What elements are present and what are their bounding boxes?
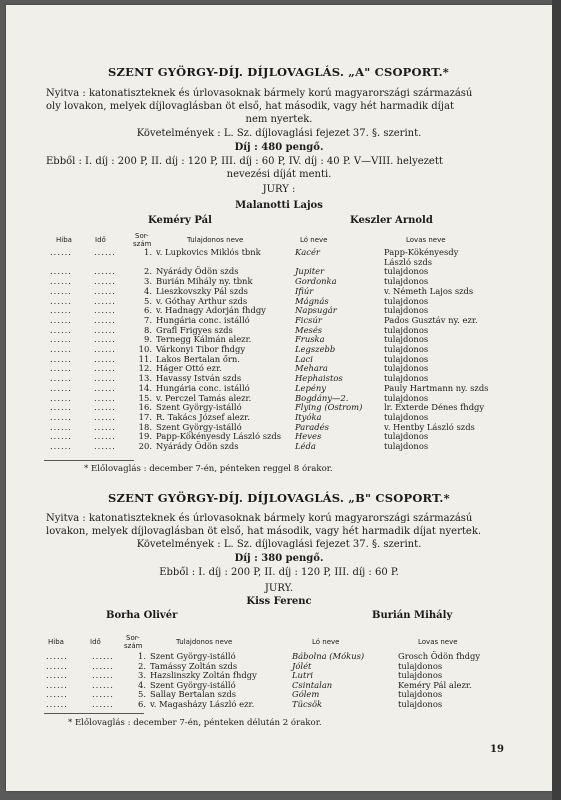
ido-cell: ...... <box>94 314 116 325</box>
rider-cell: tulajdonos <box>398 699 443 709</box>
table-row <box>6 422 552 432</box>
number-cell: 6. <box>144 305 152 316</box>
horse-cell: Heves <box>295 431 322 442</box>
hiba-cell: ...... <box>50 421 72 432</box>
owner-cell: Nyárády Ödön szds <box>156 441 239 451</box>
section-b-footnote-rule <box>44 713 144 714</box>
horse-cell: Ficsúr <box>295 314 322 325</box>
table-row <box>6 305 552 315</box>
horse-cell: Gordonka <box>295 276 337 287</box>
number-cell: 14. <box>138 382 152 393</box>
owner-cell: Szent György-istálló <box>156 402 242 413</box>
number-cell: 19. <box>138 431 152 442</box>
table-row <box>6 276 552 286</box>
hiba-cell: ...... <box>50 295 72 306</box>
col-header-lo-b: Ló neve <box>312 638 340 646</box>
table-row <box>6 257 552 267</box>
number-cell: 10. <box>138 344 152 354</box>
hiba-cell: ...... <box>46 699 68 709</box>
rider-cell: v. Hentby László szds <box>384 421 475 432</box>
section-a-title: SZENT GYÖRGY-DÍJ. DÍJLOVAGLÁS. „A" CSOPORT.* <box>108 65 449 79</box>
section-a-nyitva-line1: Nyitva : katonatiszteknek és úrlovasoknak bármely korú magyarországi származású <box>46 88 473 99</box>
number-cell: 11. <box>138 353 152 364</box>
table-row <box>6 689 552 699</box>
horse-cell: Mágnás <box>295 295 329 306</box>
rider-cell: Keméry Pál alezr. <box>398 679 472 690</box>
col-header-hiba-b: Hiba <box>48 638 64 646</box>
hiba-cell: ...... <box>50 324 72 335</box>
horse-cell: Kacér <box>295 247 320 257</box>
table-row <box>6 373 552 383</box>
rider-cell: Pauly Hartmann ny. szds <box>384 382 489 393</box>
rider-cell: tulajdonos <box>398 689 443 700</box>
hiba-cell: ...... <box>50 285 72 296</box>
ido-cell: ...... <box>94 411 116 422</box>
rider-cell: tulajdonos <box>384 344 429 354</box>
rider-cell: tulajdonos <box>384 392 429 403</box>
owner-cell: Nyárády Ödön szds <box>156 266 239 277</box>
section-b-jury-center: Kiss Ferenc <box>246 596 312 607</box>
horse-cell: Napsugár <box>295 305 337 316</box>
section-a-nyitva-line2: oly lovakon, melyek díjlovaglásban öt első, hat második, vagy hét harmadik díjat <box>46 101 454 112</box>
col-header-sor-b: Sor- <box>126 634 140 642</box>
ido-cell: ...... <box>92 670 114 681</box>
horse-cell: Ifiúr <box>295 285 314 296</box>
section-b-jury-right: Burián Mihály <box>372 610 453 621</box>
ido-cell: ...... <box>94 392 116 403</box>
hiba-cell: ...... <box>50 363 72 374</box>
section-b-nyitva-line2: lovakon, melyek díjlovaglásban öt első, hat második, vagy hét harmadik díjat nyertek. <box>46 526 482 537</box>
section-b-footnote: * Előlovaglás : december 7-én, pénteken délután 2 órakor. <box>68 718 322 728</box>
number-cell: 18. <box>138 421 152 432</box>
section-b-ebbol: Ebből : I. díj : 200 P, II. díj : 120 P, III. díj : 60 P. <box>159 567 399 578</box>
table-row <box>6 325 552 335</box>
table-row <box>6 286 552 296</box>
rider-cell: tulajdonos <box>384 353 429 364</box>
table-row <box>6 266 552 276</box>
owner-cell: v. Hadnagy Adorján fhdgy <box>156 305 266 316</box>
col-header-lovas: Lovas neve <box>406 236 446 244</box>
number-cell: 4. <box>144 285 152 296</box>
number-cell: 20. <box>138 441 152 451</box>
hiba-cell: ...... <box>46 670 68 681</box>
section-a-ebbol-line1: Ebből : I. díj : 200 P, II. díj : 120 P, III. díj : 60 P, IV. díj : 40 P. V—VIII. helyezett <box>46 156 443 167</box>
horse-cell: Bogdány—2. <box>295 392 349 403</box>
col-header-tulajdonos: Tulajdonos neve <box>187 236 244 244</box>
number-cell: 1. <box>138 651 146 661</box>
number-cell: 9. <box>144 334 152 345</box>
ido-cell: ...... <box>94 344 116 354</box>
hiba-cell: ...... <box>50 382 72 393</box>
ido-cell: ...... <box>94 285 116 296</box>
hiba-cell: ...... <box>50 276 72 287</box>
horse-cell: Laci <box>295 353 313 364</box>
table-row <box>6 344 552 354</box>
rider-cell: tulajdonos <box>384 411 429 422</box>
col-header-szam: szám <box>133 240 152 248</box>
section-b-prize: Díj : 380 pengő. <box>234 553 324 564</box>
number-cell: 4. <box>138 679 146 690</box>
section-a-footnote-rule <box>44 460 134 461</box>
rider-cell: lr. Exterde Dénes fhdgy <box>384 402 485 413</box>
section-a-nyitva-line3: nem nyertek. <box>245 114 313 125</box>
hiba-cell: ...... <box>50 392 72 403</box>
hiba-cell: ...... <box>46 660 68 671</box>
col-header-ido-b: Idő <box>90 638 101 646</box>
horse-cell: Mesés <box>295 324 323 335</box>
section-a-jury-right: Keszler Arnold <box>350 215 433 226</box>
horse-cell: Gólem <box>292 689 320 700</box>
hiba-cell: ...... <box>50 373 72 384</box>
ido-cell: ...... <box>94 276 116 287</box>
table-row <box>6 661 552 671</box>
owner-cell: Szent György-istálló <box>150 651 236 661</box>
horse-cell: Lutri <box>292 670 314 681</box>
owner-cell: Ternegg Kálmán alezr. <box>156 334 252 345</box>
section-b-title: SZENT GYÖRGY-DÍJ. DÍJLOVAGLÁS. „B" CSOPORT.* <box>108 491 450 505</box>
table-row <box>6 354 552 364</box>
ido-cell: ...... <box>94 295 116 306</box>
owner-cell: Burián Mihály ny. tbnk <box>156 276 253 287</box>
col-header-tulajdonos-b: Tulajdonos neve <box>176 638 233 646</box>
number-cell: 17. <box>138 411 152 422</box>
horse-cell: Legszebb <box>295 344 336 354</box>
rider-cell: tulajdonos <box>384 363 429 374</box>
horse-cell: Jólét <box>292 660 312 671</box>
hiba-cell: ...... <box>50 344 72 354</box>
table-row <box>6 363 552 373</box>
ido-cell: ...... <box>94 382 116 393</box>
section-b-jury-left: Borha Olivér <box>106 610 178 621</box>
table-row <box>6 296 552 306</box>
hiba-cell: ...... <box>50 353 72 364</box>
number-cell: 3. <box>144 276 152 287</box>
hiba-cell: ...... <box>46 651 68 661</box>
section-a-ebbol-line2: nevezési díját menti. <box>226 169 332 180</box>
owner-cell: Hungária conc. istálló <box>156 382 250 393</box>
section-b-nyitva-line1: Nyitva : katonatiszteknek és úrlovasoknak bármely korú magyarországi származású <box>46 513 473 524</box>
page-number: 19 <box>490 744 504 755</box>
section-a-jury-label: JURY : <box>262 184 296 195</box>
owner-cell: Papp-Kökényesdy László szds <box>156 431 282 442</box>
rider-cell: tulajdonos <box>384 373 429 384</box>
hiba-cell: ...... <box>46 689 68 700</box>
rider-cell: tulajdonos <box>384 305 429 316</box>
number-cell: 8. <box>144 324 152 335</box>
ido-cell: ...... <box>94 402 116 413</box>
hiba-cell: ...... <box>50 441 72 451</box>
owner-cell: Lieszkovszky Pál szds <box>156 285 248 296</box>
ido-cell: ...... <box>92 679 114 690</box>
table-row <box>6 441 552 451</box>
ido-cell: ...... <box>94 324 116 335</box>
table-row <box>6 651 552 661</box>
hiba-cell: ...... <box>46 679 68 690</box>
number-cell: 2. <box>138 660 146 671</box>
owner-cell: Hungária conc. istálló <box>156 314 250 325</box>
owner-cell: Tamássy Zoltán szds <box>150 660 238 671</box>
number-cell: 7. <box>144 314 152 325</box>
hiba-cell: ...... <box>50 431 72 442</box>
horse-cell: Ityóka <box>295 411 322 422</box>
table-row <box>6 315 552 325</box>
ido-cell: ...... <box>94 247 116 257</box>
rider-cell: tulajdonos <box>384 295 429 306</box>
section-a-jury-center: Malanotti Lajos <box>235 200 323 211</box>
rider-cell: v. Németh Lajos szds <box>384 285 474 296</box>
col-header-lo: Ló neve <box>300 236 328 244</box>
rider-cell: tulajdonos <box>384 266 429 277</box>
rider-cell: tulajdonos <box>398 660 443 671</box>
col-header-hiba: Hiba <box>56 236 72 244</box>
number-cell: 16. <box>138 402 152 413</box>
horse-cell: Hephaistos <box>295 373 343 384</box>
owner-cell: R. Takács József alezr. <box>156 411 250 422</box>
table-row <box>6 412 552 422</box>
horse-cell: Fruska <box>295 334 325 345</box>
horse-cell: Bábolna (Mókus) <box>292 651 365 661</box>
number-cell: 2. <box>144 266 152 277</box>
horse-cell: Mehara <box>295 363 328 374</box>
rider-cell: tulajdonos <box>384 431 429 442</box>
number-cell: 6. <box>138 699 146 709</box>
owner-cell: v. Lupkovics Miklós tbnk <box>156 247 261 257</box>
hiba-cell: ...... <box>50 305 72 316</box>
ido-cell: ...... <box>92 660 114 671</box>
binding-edge <box>552 0 561 800</box>
col-header-szam-b: szám <box>124 642 143 650</box>
table-row <box>6 402 552 412</box>
owner-cell: Szent György-istálló <box>156 421 242 432</box>
owner-cell: Havassy István szds <box>156 373 242 384</box>
section-b-jury-label: JURY. <box>264 583 294 594</box>
section-a-jury-left: Keméry Pál <box>148 215 212 226</box>
horse-cell: Jupiter <box>295 266 325 277</box>
number-cell: 3. <box>138 670 146 681</box>
number-cell: 13. <box>138 373 152 384</box>
rider-cell: tulajdonos <box>398 670 443 681</box>
table-row <box>6 334 552 344</box>
owner-cell: Háger Ottó ezr. <box>156 363 222 374</box>
rider-cell: László szds <box>384 256 433 267</box>
hiba-cell: ...... <box>50 314 72 325</box>
section-a-kovetelmenyek: Követelmények : L. Sz. díjlovaglási fejezet 37. §. szerint. <box>136 128 422 139</box>
ido-cell: ...... <box>94 334 116 345</box>
ido-cell: ...... <box>94 353 116 364</box>
owner-cell: v. Perczel Tamás alezr. <box>156 392 252 403</box>
owner-cell: Hazslinszky Zoltán fhdgy <box>150 670 257 681</box>
horse-cell: Léda <box>295 441 316 451</box>
section-a-footnote: * Előlovaglás : december 7-én, pénteken reggel 8 órakor. <box>84 464 333 474</box>
section-b-kovetelmenyek: Követelmények : L. Sz. díjlovaglási fejezet 37. §. szerint. <box>136 539 422 550</box>
table-row <box>6 393 552 403</box>
table-row <box>6 247 552 257</box>
rider-cell: Pados Gusztáv ny. ezr. <box>384 314 478 325</box>
horse-cell: Paradés <box>295 421 329 432</box>
owner-cell: v. Magasházy László ezr. <box>150 699 255 709</box>
ido-cell: ...... <box>94 363 116 374</box>
col-header-lovas-b: Lovas neve <box>418 638 458 646</box>
document-page <box>6 5 552 791</box>
horse-cell: Tücsök <box>292 699 323 709</box>
ido-cell: ...... <box>92 651 114 661</box>
table-row <box>6 431 552 441</box>
owner-cell: v. Góthay Arthur szds <box>156 295 248 306</box>
ido-cell: ...... <box>94 373 116 384</box>
ido-cell: ...... <box>94 266 116 277</box>
rider-cell: tulajdonos <box>384 276 429 287</box>
rider-cell: Papp-Kökényesdy <box>384 247 459 257</box>
hiba-cell: ...... <box>50 334 72 345</box>
table-row <box>6 699 552 709</box>
owner-cell: Várkonyi Tibor fhdgy <box>156 344 246 354</box>
table-row <box>6 680 552 690</box>
table-row <box>6 383 552 393</box>
hiba-cell: ...... <box>50 266 72 277</box>
horse-cell: Flying (Ostrom) <box>295 402 363 413</box>
horse-cell: Lepény <box>295 382 326 393</box>
table-row <box>6 670 552 680</box>
horse-cell: Csintalan <box>292 679 333 690</box>
ido-cell: ...... <box>92 689 114 700</box>
number-cell: 5. <box>138 689 146 700</box>
hiba-cell: ...... <box>50 247 72 257</box>
rider-cell: tulajdonos <box>384 334 429 345</box>
number-cell: 5. <box>144 295 152 306</box>
ido-cell: ...... <box>94 441 116 451</box>
owner-cell: Sallay Bertalan szds <box>150 689 237 700</box>
number-cell: 15. <box>138 392 152 403</box>
hiba-cell: ...... <box>50 411 72 422</box>
owner-cell: Szent György-istálló <box>150 679 236 690</box>
number-cell: 1. <box>144 247 152 257</box>
ido-cell: ...... <box>94 421 116 432</box>
owner-cell: Lakos Bertalan őrn. <box>156 353 240 364</box>
col-header-sor: Sor- <box>135 232 149 240</box>
rider-cell: tulajdonos <box>384 324 429 335</box>
rider-cell: Grosch Ödön fhdgy <box>398 651 481 661</box>
ido-cell: ...... <box>94 305 116 316</box>
number-cell: 12. <box>138 363 152 374</box>
section-a-prize: Díj : 480 pengő. <box>234 142 324 153</box>
rider-cell: tulajdonos <box>384 441 429 451</box>
owner-cell: Grafl Frigyes szds <box>156 324 233 335</box>
ido-cell: ...... <box>92 699 114 709</box>
col-header-ido: Idő <box>95 236 106 244</box>
ido-cell: ...... <box>94 431 116 442</box>
hiba-cell: ...... <box>50 402 72 413</box>
